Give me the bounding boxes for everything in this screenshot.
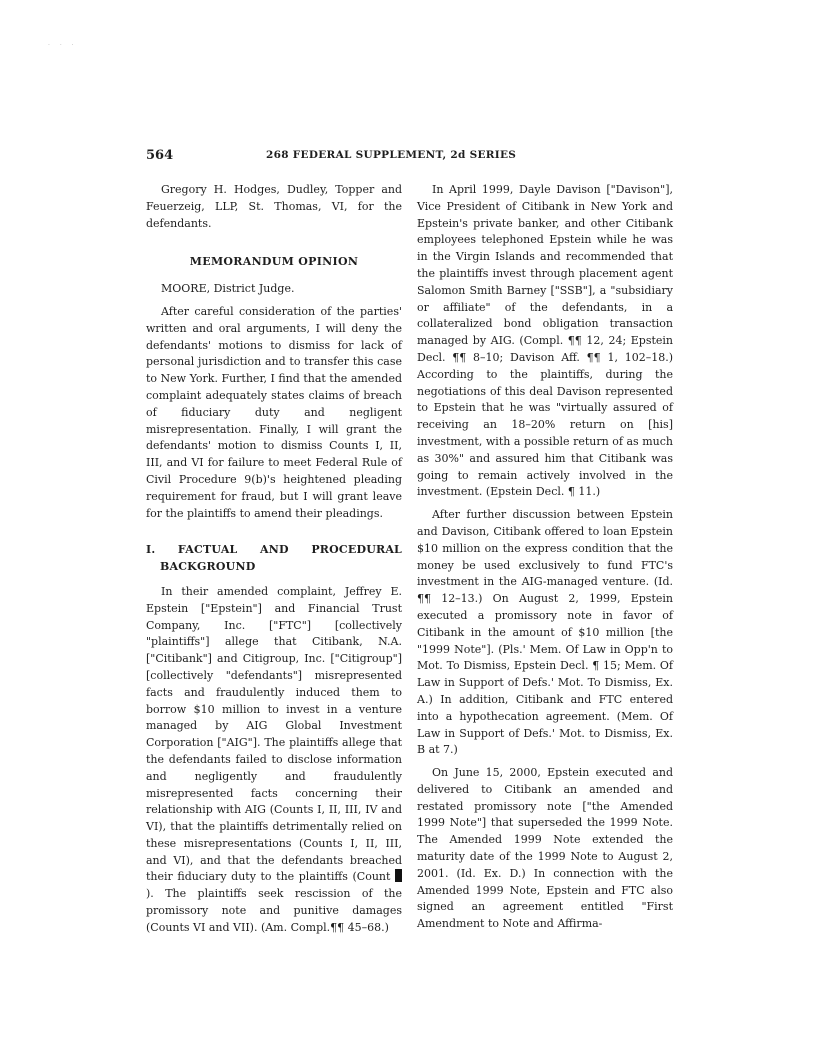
june-paragraph: On June 15, 2000, Epstein executed and delivered to Citibank an amended and restated promissory note ["the Amended 1999 Note"] that superseded the 1999 Note. The Amended 1999 Note extended the maturity date of the 1999 Note to August 2, 2001. (Id. Ex. D.) In connection with the Amended 1999 Note, Epstein and FTC also signed an agreement entitled "First Amendment to Note and Affirma- xyxy=(417,766,673,931)
counsel-paragraph: Gregory H. Hodges, Dudley, Topper and Feuerzeig, LLP, St. Thomas, VI, for the defendants. xyxy=(146,183,402,230)
background-text-end: ). The plaintiffs seek rescission of the promissory note and punitive damages (Counts VI and VII). (Am. Compl.¶¶ 45–68.) xyxy=(146,887,402,934)
section-heading: I. FACTUAL AND PROCEDURAL BACKGROUND xyxy=(146,543,402,574)
left-column xyxy=(146,182,402,937)
redaction-mark xyxy=(395,869,402,882)
running-head: 268 FEDERAL SUPPLEMENT, 2d SERIES xyxy=(266,149,517,161)
loan-paragraph: After further discussion between Epstein and Davison, Citibank offered to loan Epstein $10 million on the express condition that the money be used exclusively to fund FTC's investment in the AIG-managed venture. (Id. ¶¶ 12–13.) On August 2, 1999, Epstein executed a promissory note in favor of Citibank in the amount of $10 million [the "1999 Note"]. (Pls.' Mem. Of Law in Opp'n to Mot. To Dismiss, Epstein Decl. ¶ 15; Mem. Of Law in Support of Defs.' Mot. To Dismiss, Ex. A.) In addition, Citibank and FTC entered into a hypothecation agreement. (Mem. Of Law in Support of Defs.' Mot. to Dismiss, Ex. B at 7.) xyxy=(417,508,673,757)
background-text-start: In their amended complaint, Jeffrey E. Epstein ["Epstein"] and Financial Trust Company, Inc. ["FTC"] [collectively "plaintiffs"] allege that Citibank, N.A. ["Citibank"] and Citigroup, Inc. ["Citigroup"] [collectively "defendants"] misrepresented facts and fraudulently induced them to borrow $10 million to invest in a venture managed by AIG Global Investment Corporation ["AIG"]. The plaintiffs allege that the defendants failed to disclose information and negligently and fraudulently misrepresented facts concerning their relationship with AIG (Counts I, II, III, IV and VI), that the plaintiffs detrimentally relied on these misrepresentations (Counts I, II, III, and VI), and that the defendants breached their fiduciary duty to the plaintiffs (Count xyxy=(146,584,402,884)
opinion-title: MEMORANDUM OPINION xyxy=(189,255,359,269)
page-number: 564 xyxy=(146,148,174,163)
background-paragraph xyxy=(146,584,402,937)
april-paragraph: In April 1999, Dayle Davison ["Davison"], Vice President of Citibank in New York and Epstein's private banker, and other Citibank employees telephoned Epstein while he was in the Virgin Islands and recommended that the plaintiffs invest through placement agent Salomon Smith Barney ["SSB"], a "subsidiary or affiliate" of the defendants, in a collateralized bond obligation transaction managed by AIG. (Compl. ¶¶ 12, 24; Epstein Decl. ¶¶ 8–10; Davison Aff. ¶¶ 1, 102–18.) According to the plaintiffs, during the negotiations of this deal Davison represented to Epstein that he was "virtually assured of receiving an 18–20% return on [his] investment, with a possible return of as much as 30%" and assured him that Citibank was going to remain actively involved in the investment. (Epstein Decl. ¶ 11.) xyxy=(417,183,673,499)
page-header xyxy=(146,148,676,166)
scan-artifact: · · · xyxy=(48,42,78,49)
judge-line: MOORE, District Judge. xyxy=(161,282,295,296)
right-column xyxy=(417,182,673,933)
conclusion-paragraph: After careful consideration of the parties' written and oral arguments, I will deny the defendants' motions to dismiss for lack of personal jurisdiction and to transfer this case to New York. Further, I find that the amended complaint adequately states claims of breach of fiduciary duty and negligent misrepresentation. Finally, I will grant the defendants' motion to dismiss Counts I, II, III, and VI for failure to meet Federal Rule of Civil Procedure 9(b)'s heightened pleading requirement for fraud, but I will grant leave for the plaintiffs to amend their pleadings. xyxy=(146,304,402,520)
